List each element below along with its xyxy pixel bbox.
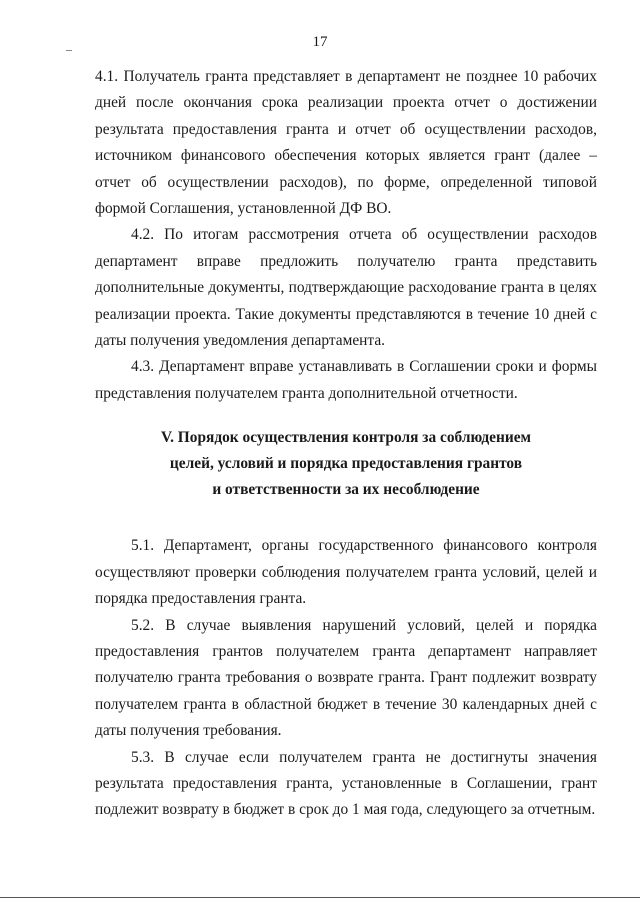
paragraph-5-2: 5.2. В случае выявления нарушений условий, целей и порядка предоставления грантов получателем гранта департамент направляет получателю гранта требования о возврате гранта. Грант подлежит возврату получателем гранта в областной бюджет в течение 30 календарных дней с даты получения требования. xyxy=(95,616,597,740)
section-heading-line-1: V. Порядок осуществления контроля за соблюдением xyxy=(160,429,532,447)
page-number: 17 xyxy=(312,34,328,50)
section-heading-line-2: целей, условий и порядка предоставления грантов xyxy=(169,455,523,473)
paragraph-4-3: 4.3. Департамент вправе устанавливать в Соглашении сроки и формы представления получателем гранта дополнительной отчетности. xyxy=(95,358,597,402)
paragraph-5-3: 5.3. В случае если получателем гранта не достигнуты значения результата предоставления гранта, установленные в Соглашении, грант подлежит возврату в бюджет в срок до 1 мая года, следующего за отчетным. xyxy=(95,748,597,819)
scan-mark xyxy=(66,50,72,51)
section-heading xyxy=(95,425,597,503)
paragraph-5-1: 5.1. Департамент, органы государственного финансового контроля осуществляют проверки соблюдения получателем гранта условий, целей и порядка предоставления гранта. xyxy=(95,537,597,608)
section-heading-line-3: и ответственности за их несоблюдение xyxy=(212,481,480,499)
page-bottom-edge xyxy=(0,897,640,898)
document-body xyxy=(95,64,597,824)
paragraph-4-1: 4.1. Получатель гранта представляет в департамент не позднее 10 рабочих дней после окончания срока реализации проекта отчет о достижении результата предоставления гранта и отчет об осуществлении расходов, источником финансового обеспечения которых является грант (далее – отчет об осуществлении расходов), по форме, определенной типовой формой Соглашения, установленной ДФ ВО. xyxy=(95,68,597,218)
paragraph-4-2: 4.2. По итогам рассмотрения отчета об осуществлении расходов департамент вправе предложить получателю гранта представить дополнительные документы, подтверждающие расходование гранта в целях реализации проекта. Такие документы представляются в течение 10 дней с даты получения уведомления департамента. xyxy=(95,226,597,350)
